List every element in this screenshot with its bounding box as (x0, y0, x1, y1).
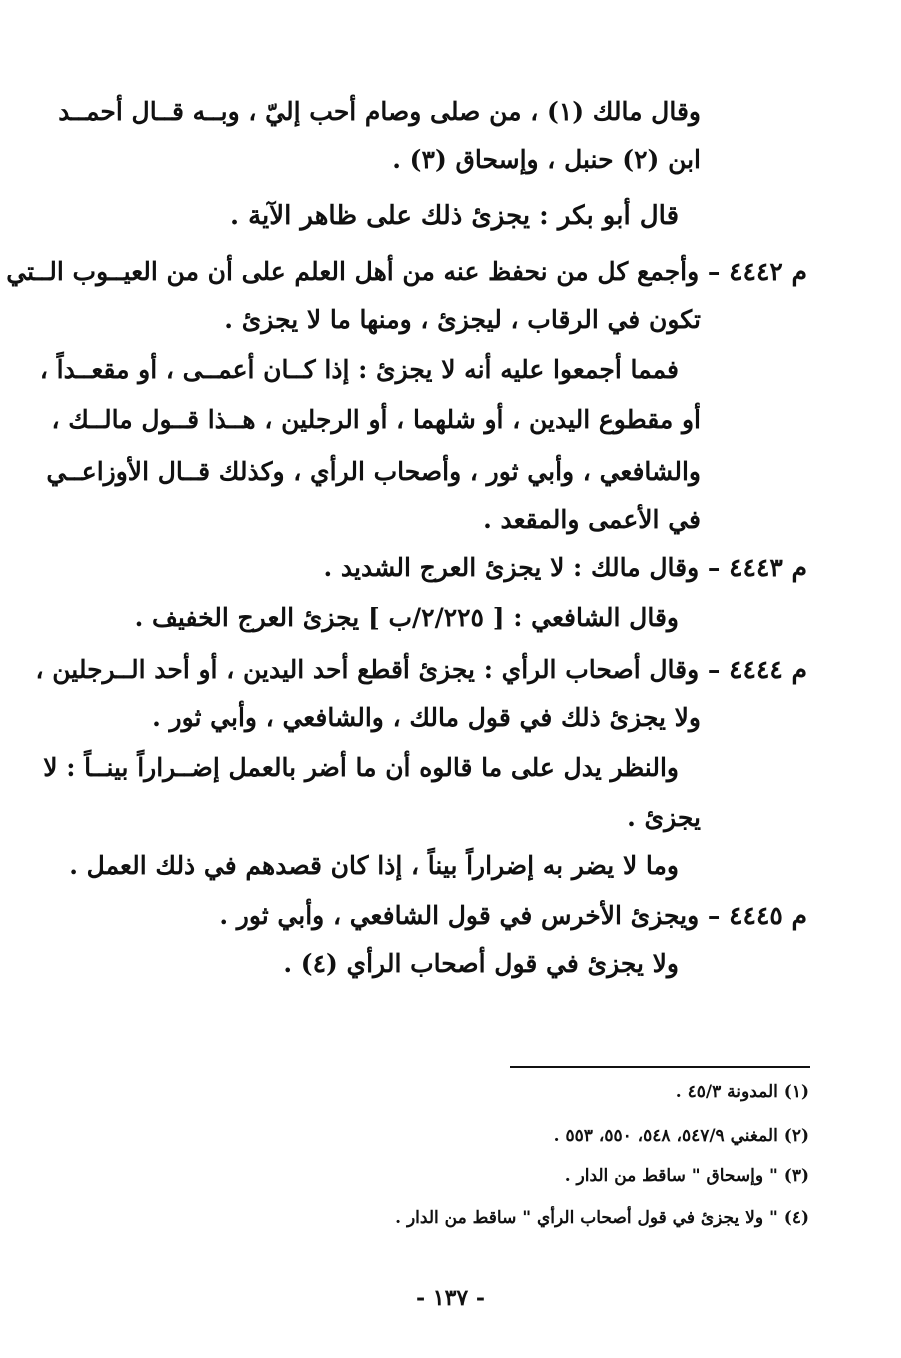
text-line-11: وقال الشافعي : [ ٢/٢٢٥/ب ] يجزئ العرج الخفيف . (134, 603, 679, 632)
text-line-5: تكون في الرقاب ، ليجزئ ، ومنها ما لا يجزئ . (224, 305, 701, 334)
footnote-4: (٤) " ولا يجزئ في قول أصحاب الرأي " ساقط من الدار . (395, 1208, 809, 1228)
text-line-13: ولا يجزئ ذلك في قول مالك ، والشافعي ، وأبي ثور . (152, 703, 701, 732)
text-line-16: وما لا يضر به إضراراً بيناً ، إذا كان قصدهم في ذلك العمل . (69, 851, 679, 880)
text-line-4: م ٤٤٤٢ – وأجمع كل من نحفظ عنه من أهل العلم على أن من العيــوب الــتي (6, 257, 807, 286)
footnote-3: (٣) " وإسحاق " ساقط من الدار . (564, 1166, 809, 1186)
text-line-9: في الأعمى والمقعد . (483, 505, 701, 534)
text-line-12: م ٤٤٤٤ – وقال أصحاب الرأي : يجزئ أقطع أحد اليدين ، أو أحد الــرجلين ، (35, 655, 807, 684)
section-heading: قال أبو بكر : يجزئ ذلك على ظاهر الآية . (229, 201, 679, 231)
text-line-17: م ٤٤٤٥ – ويجزئ الأخرس في قول الشافعي ، وأبي ثور . (219, 901, 807, 930)
page-number: - ١٣٧ - (415, 1285, 486, 1311)
text-line-18: ولا يجزئ في قول أصحاب الرأي (٤) . (283, 949, 679, 978)
footnote-separator (510, 1066, 810, 1068)
text-line-10: م ٤٤٤٣ – وقال مالك : لا يجزئ العرج الشديد . (323, 553, 807, 582)
text-line-7: أو مقطوع اليدين ، أو شلهما ، أو الرجلين ، هــذا قــول مالــك ، (51, 405, 701, 434)
text-line-6: فمما أجمعوا عليه أنه لا يجزئ : إذا كــان أعمــى ، أو مقعــداً ، (39, 355, 679, 384)
text-line-8: والشافعي ، وأبي ثور ، وأصحاب الرأي ، وكذلك قــال الأوزاعــي (46, 457, 701, 486)
text-line-2: ابن (٢) حنبل ، وإسحاق (٣) . (392, 145, 701, 174)
text-line-14: والنظر يدل على ما قالوه أن ما أضر بالعمل إضــراراً بينــاً : لا (43, 753, 679, 782)
footnote-2: (٢) المغني ٥٤٧/٩، ٥٤٨، ٥٥٠، ٥٥٣ . (553, 1126, 809, 1146)
text-line-15: يجزئ . (627, 803, 701, 832)
text-line-1: وقال مالك (١) ، من صلى وصام أحب إليّ ، وبــه قــال أحمــد (58, 97, 701, 126)
footnote-1: (١) المدونة ٤٥/٣ . (675, 1082, 809, 1102)
